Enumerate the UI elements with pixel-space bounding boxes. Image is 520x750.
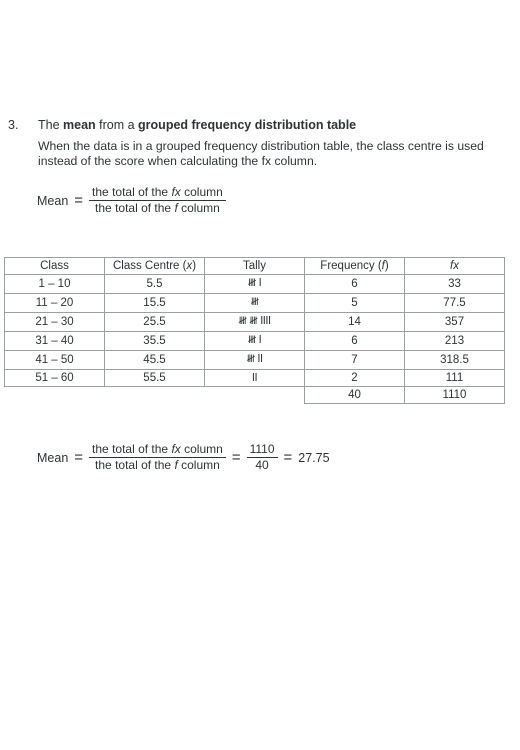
numeric-fraction: [247, 443, 278, 472]
section-number: 3.: [8, 118, 19, 132]
cell-frequency: 14: [305, 313, 405, 332]
cell-tally: 𝍸 II: [205, 351, 305, 370]
frequency-table: [4, 257, 505, 404]
formula-numerator: the total of the fx column: [89, 186, 226, 201]
numeric-denominator: 40: [255, 458, 269, 472]
heading-text-1: The: [38, 118, 64, 132]
cell-class: 1 – 10: [5, 275, 105, 294]
cell-tally: 𝍸: [205, 294, 305, 313]
header-class: Class: [5, 258, 105, 275]
equals-sign: =: [74, 449, 84, 466]
table-row: [5, 294, 505, 313]
equals-sign: =: [74, 192, 84, 209]
section-heading: [38, 118, 356, 132]
table-row: [5, 275, 505, 294]
equals-sign: =: [231, 449, 241, 466]
cell-class: 21 – 30: [5, 313, 105, 332]
cell-frequency: 7: [305, 351, 405, 370]
mean-result: 27.75: [298, 450, 330, 465]
cell-centre: 35.5: [105, 332, 205, 351]
table-row: [5, 313, 505, 332]
blank-cell: [5, 387, 105, 404]
header-frequency: Frequency (f): [305, 258, 405, 275]
cell-class: 51 – 60: [5, 370, 105, 387]
formula-numerator: the total of the fx column: [89, 443, 226, 458]
cell-frequency: 6: [305, 275, 405, 294]
table-row: [5, 351, 505, 370]
mean-formula: [37, 186, 226, 215]
header-fx: fx: [405, 258, 505, 275]
blank-cell: [205, 387, 305, 404]
mean-calculation: [37, 443, 330, 472]
table-row: [5, 332, 505, 351]
cell-frequency: 2: [305, 370, 405, 387]
cell-tally: 𝍸 I: [205, 275, 305, 294]
formula-fraction: [89, 186, 226, 215]
header-class-centre: Class Centre (x): [105, 258, 205, 275]
total-fx: 1110: [405, 387, 505, 404]
formula-denominator: the total of the f column: [95, 201, 220, 215]
numeric-numerator: 1110: [247, 443, 278, 458]
cell-tally: 𝍸 I: [205, 332, 305, 351]
cell-centre: 5.5: [105, 275, 205, 294]
cell-class: 31 – 40: [5, 332, 105, 351]
equals-sign: =: [283, 449, 293, 466]
header-tally: Tally: [205, 258, 305, 275]
intro-paragraph: When the data is in a grouped frequency distribution table, the class centre is used instead of the score when calculating the fx column.: [38, 139, 484, 168]
cell-fx: 213: [405, 332, 505, 351]
mean-label: Mean: [37, 450, 69, 465]
cell-centre: 45.5: [105, 351, 205, 370]
cell-frequency: 6: [305, 332, 405, 351]
total-frequency: 40: [305, 387, 405, 404]
table-header-row: [5, 258, 505, 275]
formula-fraction: [89, 443, 226, 472]
blank-cell: [105, 387, 205, 404]
cell-fx: 77.5: [405, 294, 505, 313]
cell-fx: 318.5: [405, 351, 505, 370]
cell-fx: 111: [405, 370, 505, 387]
cell-centre: 15.5: [105, 294, 205, 313]
heading-text-2: from a: [95, 118, 139, 132]
cell-fx: 357: [405, 313, 505, 332]
mean-label: Mean: [37, 193, 69, 208]
table-totals-row: [5, 387, 505, 404]
formula-denominator: the total of the f column: [95, 458, 220, 472]
cell-fx: 33: [405, 275, 505, 294]
cell-tally: II: [205, 370, 305, 387]
cell-tally: 𝍸 𝍸 IIII: [205, 313, 305, 332]
table-row: [5, 370, 505, 387]
cell-centre: 55.5: [105, 370, 205, 387]
heading-bold-table: grouped frequency distribution table: [138, 118, 357, 132]
cell-class: 11 – 20: [5, 294, 105, 313]
cell-centre: 25.5: [105, 313, 205, 332]
cell-frequency: 5: [305, 294, 405, 313]
heading-bold-mean: mean: [63, 118, 96, 132]
cell-class: 41 – 50: [5, 351, 105, 370]
